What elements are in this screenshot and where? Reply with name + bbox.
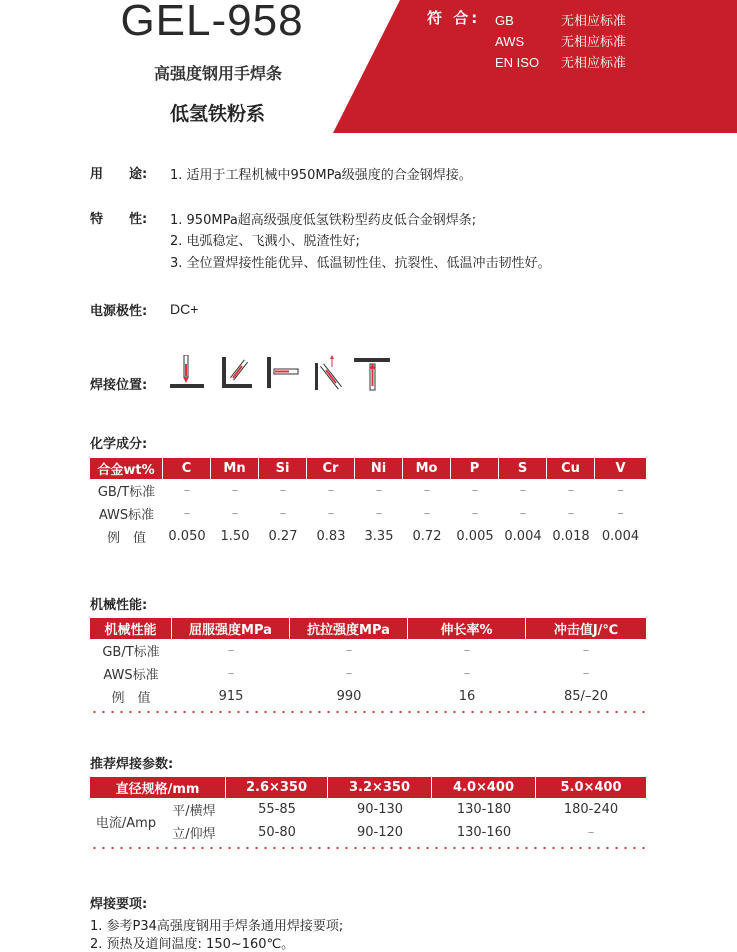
table-row (90, 479, 646, 502)
column-header: Cr (307, 458, 355, 479)
overhead-position-icon (354, 358, 390, 390)
table-row (90, 798, 646, 821)
table-cell: 90-130 (356, 802, 404, 817)
standard-name: GB (495, 13, 514, 28)
table-cell: – (617, 483, 624, 498)
row-label: GB/T标准 (102, 645, 160, 660)
column-header: 机械性能 (90, 618, 172, 639)
table-cell: 915 (218, 689, 244, 704)
table-cell: 0.004 (504, 529, 542, 544)
chemical-table (90, 458, 646, 548)
standard-row (495, 10, 626, 29)
standard-value: 无相应标准 (561, 14, 627, 29)
vertical-up-icon (315, 355, 340, 390)
column-header: Mn (211, 458, 259, 479)
table-cell: 0.83 (316, 529, 346, 544)
table-row (90, 525, 646, 548)
feature-item: 3. 全位置焊接性能优异、低温韧性佳、抗裂性、低温冲击韧性好。 (170, 256, 551, 271)
column-header: C (163, 458, 211, 479)
table-cell: – (227, 666, 235, 681)
note-item: 1. 参考P34高强度钢用手焊条通用焊接要项; (90, 919, 344, 934)
column-header: 伸长率% (408, 618, 526, 639)
standard-row (495, 31, 626, 50)
table-cell: – (463, 666, 471, 681)
row-label: AWS标准 (98, 508, 155, 523)
table-cell: 55-85 (258, 802, 296, 817)
table-cell: – (471, 506, 479, 521)
row-label: AWS标准 (103, 668, 159, 683)
welding-positions (170, 355, 395, 395)
row-label: 立/仰焊 (172, 827, 216, 842)
table-cell: – (582, 643, 590, 658)
column-header: 抗拉强度MPa (290, 618, 408, 639)
chemical-title: 化学成分: (90, 437, 148, 452)
mechanical-table (90, 618, 646, 708)
column-header: P (451, 458, 499, 479)
column-header: 冲击值J/℃ (526, 618, 646, 639)
table-cell: – (279, 506, 287, 521)
table-cell: 0.050 (168, 529, 206, 544)
row-label: 例 值 (111, 691, 151, 706)
table-cell: – (582, 666, 590, 681)
table-cell: 0.72 (412, 529, 442, 544)
table-cell: – (279, 483, 287, 498)
column-header: Si (259, 458, 307, 479)
column-header: 屈服强度MPa (172, 618, 290, 639)
table-header-row (90, 777, 646, 798)
table-cell: 0.018 (552, 529, 590, 544)
table-cell: 180-240 (563, 802, 619, 817)
standard-value: 无相应标准 (561, 56, 627, 71)
table-cell: – (183, 506, 191, 521)
table-cell: – (519, 483, 527, 498)
table-cell: 1.50 (220, 529, 250, 544)
table-cell: – (183, 483, 191, 498)
horizontal-fillet-icon (222, 357, 252, 388)
table-cell: – (327, 483, 335, 498)
table-cell: – (227, 643, 235, 658)
table-cell: 0.005 (456, 529, 494, 544)
table-row (90, 821, 646, 844)
table-cell: – (519, 506, 527, 521)
product-subtitle: 高强度钢用手焊条 (153, 64, 282, 83)
table-cell: – (471, 483, 479, 498)
dotted-divider (90, 847, 646, 849)
row-label: 平/横焊 (172, 804, 216, 819)
table-cell: – (231, 506, 239, 521)
conform-label: 符 合: (427, 9, 481, 27)
table-cell: – (375, 506, 383, 521)
column-header: 4.0×400 (432, 777, 536, 798)
table-cell: 990 (336, 689, 362, 704)
table-cell: – (375, 483, 383, 498)
positions-label: 焊接位置: (90, 378, 148, 393)
table-row (90, 685, 646, 708)
standard-value: 无相应标准 (561, 35, 627, 50)
table-cell: – (345, 643, 353, 658)
column-header: 3.2×350 (328, 777, 432, 798)
feature-item: 1. 950MPa超高级强度低氢铁粉型药皮低合金钢焊条; (170, 213, 477, 228)
note-item: 2. 预热及道间温度: 150~160℃。 (90, 937, 295, 952)
table-row (90, 639, 646, 662)
table-cell: – (327, 506, 335, 521)
table-row (90, 502, 646, 525)
horizontal-position-icon (267, 357, 298, 388)
table-cell: 130-180 (456, 802, 512, 817)
column-header: Mo (403, 458, 451, 479)
mechanical-title: 机械性能: (90, 598, 148, 613)
column-header: V (595, 458, 646, 479)
column-header: Cu (547, 458, 595, 479)
polarity-label: 电源极性: (90, 304, 148, 319)
usage-item: 1. 适用于工程机械中950MPa级强度的合金钢焊接。 (170, 168, 472, 183)
table-cell: 0.27 (268, 529, 298, 544)
table-cell: – (587, 825, 595, 840)
table-cell: – (345, 666, 353, 681)
table-cell: 130-160 (456, 825, 512, 840)
column-header: S (499, 458, 547, 479)
table-cell: – (231, 483, 239, 498)
row-label: GB/T标准 (97, 485, 156, 500)
table-cell: 85/–20 (564, 689, 608, 704)
dotted-divider (90, 711, 646, 713)
parameters-title: 推荐焊接参数: (90, 757, 174, 772)
table-cell: – (617, 506, 624, 521)
table-row (90, 662, 646, 685)
standard-row (495, 52, 626, 71)
table-cell: – (567, 506, 575, 521)
column-header: 2.6×350 (226, 777, 328, 798)
row-label: 例 值 (106, 531, 146, 546)
column-header: 合金wt% (90, 458, 163, 479)
table-header-row (90, 618, 646, 639)
usage-label: 用 途: (90, 167, 148, 182)
table-header-row (90, 458, 646, 479)
column-header: 5.0×400 (536, 777, 646, 798)
table-cell: – (423, 506, 431, 521)
table-cell: 3.35 (364, 529, 394, 544)
current-label: 电流/Amp (95, 815, 157, 831)
parameters-table (90, 777, 646, 844)
features-label: 特 性: (90, 212, 148, 227)
flat-position-icon (170, 355, 204, 388)
polarity-value: DC+ (170, 301, 199, 317)
column-header: Ni (355, 458, 403, 479)
product-category: 低氢铁粉系 (169, 103, 265, 125)
table-cell: – (463, 643, 471, 658)
table-cell: 16 (458, 689, 476, 704)
table-cell: 0.004 (601, 529, 640, 544)
feature-item: 2. 电弧稳定、飞溅小、脱渣性好; (170, 234, 360, 249)
standard-name: EN ISO (495, 55, 540, 70)
table-cell: 90-120 (356, 825, 404, 840)
notes-title: 焊接要项: (90, 897, 148, 912)
table-cell: – (423, 483, 431, 498)
table-cell: – (567, 483, 575, 498)
table-cell: 50-80 (258, 825, 296, 840)
standard-name: AWS (495, 34, 525, 49)
product-code: GEL-958 (120, 0, 304, 45)
column-header: 直径规格/mm (90, 777, 226, 798)
